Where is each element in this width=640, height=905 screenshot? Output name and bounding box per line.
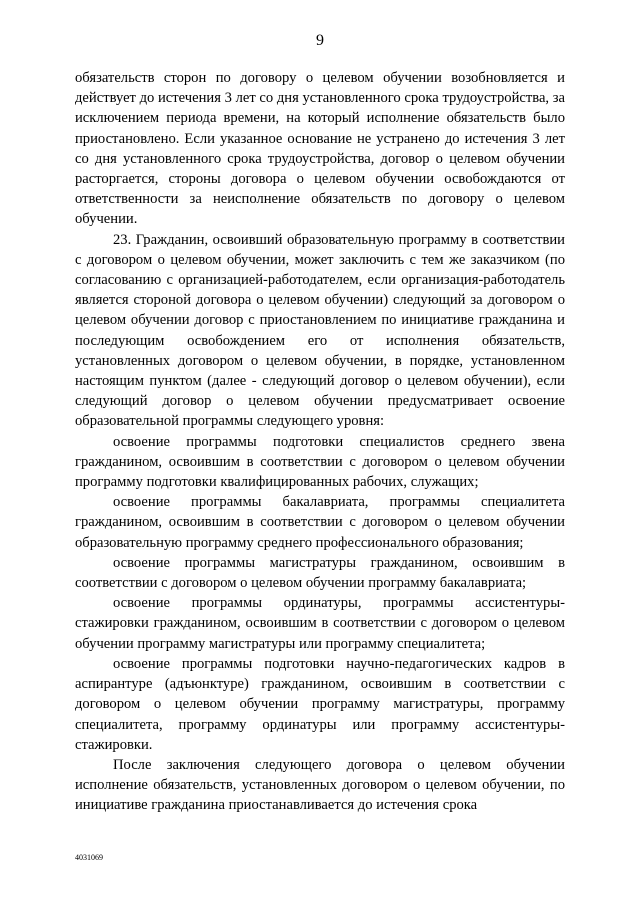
paragraph-after-conclusion: После заключения следующего договора о целевом обучении исполнение обязательств, установленных договором о целевом обучении, по инициативе гражданина приостанавливается до истечения срока: [75, 756, 565, 814]
paragraph-residency-program: освоение программы ординатуры, программы ассистентуры-стажировки гражданином, освоившим в соответствии с договором о целевом обучении программу магистратуры или программу специалитета;: [75, 595, 565, 652]
paragraph-master-program: освоение программы магистратуры гражданином, освоившим в соответствии с договором о целевом обучении программу бакалавриата;: [75, 554, 565, 592]
page-number: 9: [316, 32, 324, 49]
document-code: 4031069: [75, 853, 103, 862]
paragraph-spo-program: освоение программы подготовки специалистов среднего звена гражданином, освоившим в соответствии с договором о целевом обучении программу подготовки квалифицированных рабочих, служащих;: [75, 433, 565, 491]
paragraph-bachelor-program: освоение программы бакалавриата, программы специалитета гражданином, освоившим в соответствии с договором о целевом обучении образовательную программу среднего профессионального образования;: [75, 494, 565, 551]
body-text: [75, 68, 565, 814]
paragraph-postgraduate-program: освоение программы подготовки научно-педагогических кадров в аспирантуре (адъюнктуре) гражданином, освоившим в соответствии с договором о целевом обучении программу магистратуры, программу специалитета, программу ординатуры или программу ассистентуры-стажировки.: [75, 655, 565, 753]
paragraph-item-23: 23. Гражданин, освоивший образовательную программу в соответствии с договором о целевом обучении, может заключить с тем же заказчиком (по согласованию с организацией-работодателем, если организация-работодатель является стороной договора о целевом обучении) следующий за договором о целевом обучении договор с приостановлением по инициативе гражданина и последующим освобождением его от исполнения обязательств, установленных договором о целевом обучении, в порядке, установленном настоящим пунктом (далее - следующий договор о целевом обучении), если следующий договор о целевом обучении предусматривает освоение образовательной программы следующего уровня:: [75, 231, 565, 430]
paragraph-continuation: обязательств сторон по договору о целевом обучении возобновляется и действует до истечения 3 лет со дня установленного срока трудоустройства, за исключением периода времени, на который исполнение обязательств было приостановлено. Если указанное основание не устранено до истечения 3 лет со дня установленного срока трудоустройства, договор о целевом обучении расторгается, стороны договора о целевом обучении освобождаются от ответственности за неисполнение обязательств по договору о целевом обучении.: [75, 70, 565, 228]
